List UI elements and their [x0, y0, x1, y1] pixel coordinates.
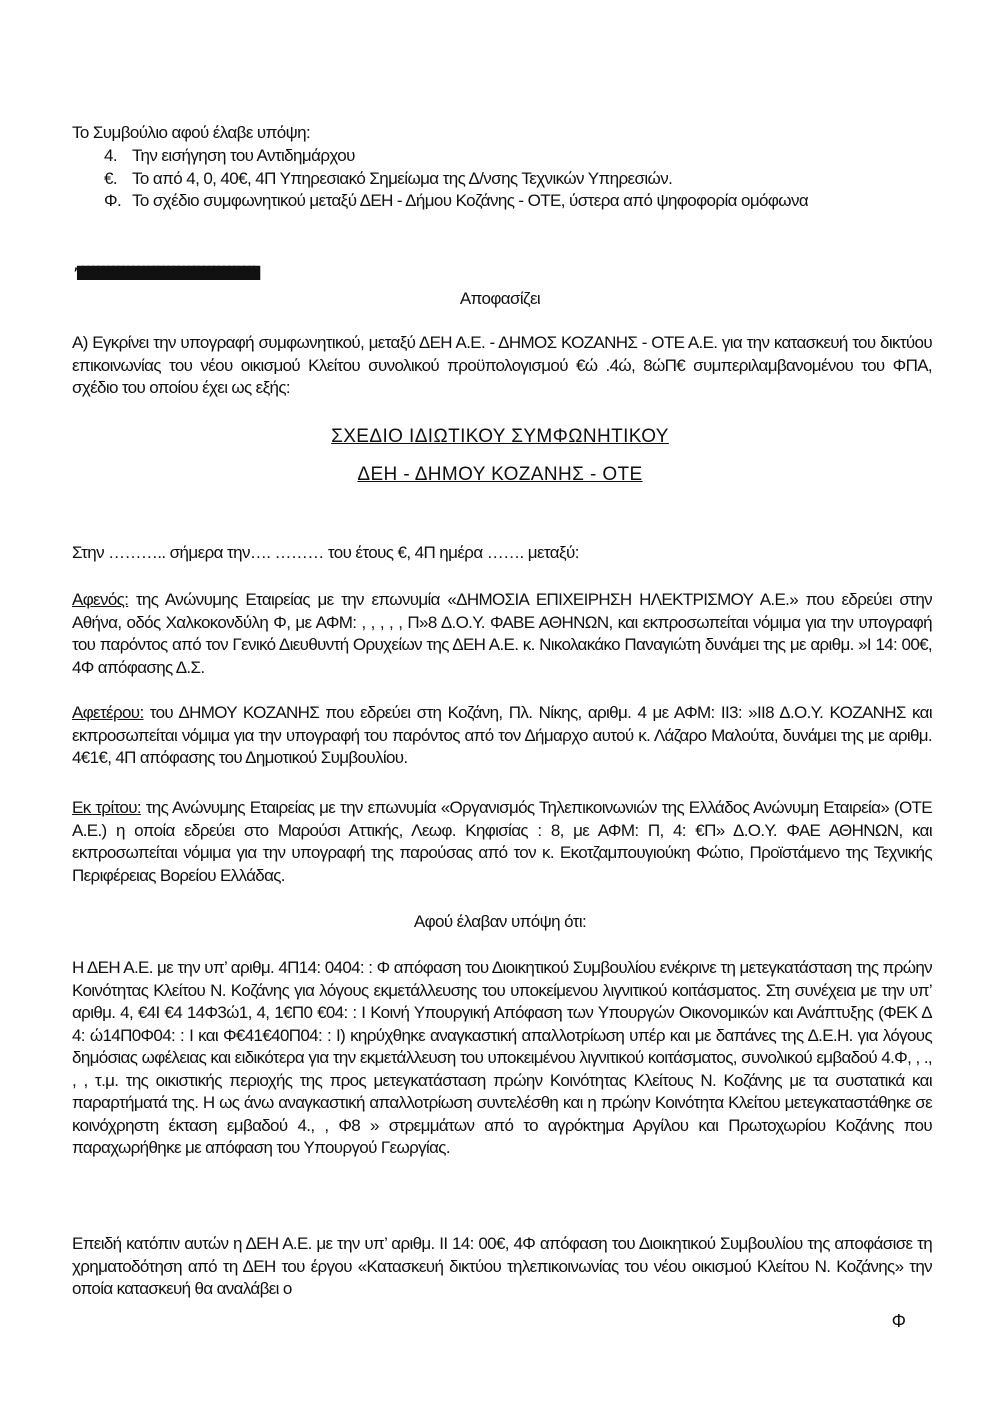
list-number: Φ. [104, 191, 122, 210]
party-a-text: της Ανώνυμης Εταιρείας με την επωνυμία «ΔΗΜΟΣΙΑ ΕΠΙΧΕΙΡΗΣΗ ΗΛΕΚΤΡΙΣΜΟΥ Α.Ε.» που εδρεύει στην Αθήνα, οδός Χαλκοκονδύλη Φ, με ΑΦΜ: , , , , , Π»8 Δ.Ο.Υ. ΦΑΒΕ ΑΘΗΝΩΝ, και εκπροσωπείται νόμιμα για την υπογραφή του παρόντος από τον Γενικό Διευθυντή Ορυχείων της ΔΕΗ Α.Ε. κ. Νικολακάκο Παναγιώτη δυνάμει της με αριθμ. »Ι 14: 00€, 4Φ απόφασης Δ.Σ. [72, 590, 932, 677]
list-item [104, 145, 942, 168]
page-number: Φ [891, 1311, 906, 1331]
considerations-list [104, 145, 942, 213]
party-c-text: της Ανώνυμης Εταιρείας με την επωνυμία «Οργανισμός Τηλεπικοινωνιών της Ελλάδος Ανώνυμη Εταιρεία» (ΟΤΕ Α.Ε.) η οποία εδρεύει στο Μαρούσι Αττικής, Λεωφ. Κηφισίας : 8, με ΑΦΜ: Π, 4: €Π» Δ.Ο.Υ. ΦΑΕ ΑΘΗΝΩΝ, και εκπροσωπείται νόμιμα για την υπογραφή της παρούσας από τον κ. Εκοτζαμπουγιούκη Φώτιο, Προϊστάμενο της Τεχνικής Περιφέρειας Βορείου Ελλάδας. [72, 798, 932, 885]
paragraph-2: Επειδή κατόπιν αυτών η ΔΕΗ Α.Ε. με την υπ’ αριθμ. ΙΙ 14: 00€, 4Φ απόφαση του Διοικητικού Συμβουλίου της αποφάσισε τη χρηματοδότηση από τη ΔΕΗ του έργου «Κατασκευή δικτύου τηλεπικοινωνίας του νέου οικισμού Κλείτου Ν. Κοζάνης» την οποία κατασκευή θα αναλάβει ο [72, 1234, 932, 1298]
paragraph-1: Η ΔΕΗ Α.Ε. με την υπ’ αριθμ. 4Π14: 0404: : Φ απόφαση του Διοικητικού Συμβουλίου ενέκρινε τη μετεγκατάσταση της πρώην Κοινότητας Κλείτου Ν. Κοζάνης για λόγους εκμετάλλευσης του υποκείμενου λιγνιτικού κοιτάσματος. Στη συνέχεια με την υπ’ αριθμ. 4, €4Ι €4 14Φ3ώ1, 4, 1€Π0 €04: : Ι Κοινή Υπουργική Απόφαση των Υπουργών Οικονομικών και Ανάπτυξης (ΦΕΚ Δ 4: ώ14Π0Φ04: : Ι και Φ€41€40Π04: : Ι) κηρύχθηκε αναγκαστική απαλλοτρίωση υπέρ και με δαπάνες της Δ.Ε.Η. για λόγους δημόσιας ωφέλειας και ειδικότερα για την εκμετάλλευση του υποκειμένου λιγνιτικού κοιτάσματος, συνολικού εμβαδού 4.Φ, , ., , , τ.μ. της οικιστικής περιοχής της προς μετεγκατάσταση πρώην Κοινότητας Κλείτους Ν. Κοζάνης με τα συστατικά και παραρτήματά της. Η ως άνω αναγκαστική απαλλοτρίωση συντελέσθη και η πρώην Κοινότητα Κλείτου μετεγκαταστάθηκε σε κοινόχρηστη έκταση εμβαδού 4., , Φ8 » στρεμμάτων από το αγρόκτημα Αργίλου και Πρωτοχωρίου Κοζάνης που παραχωρήθηκε με απόφαση του Υπουργού Γεωργίας. [72, 958, 932, 1157]
party-b-label: Αφετέρου: [72, 703, 144, 722]
party-b-text: του ΔΗΜΟΥ ΚΟΖΑΝΗΣ που εδρεύει στη Κοζάνη, Πλ. Νίκης, αριθμ. 4 με ΑΦΜ: ΙΙ3: »ΙΙ8 Δ.Ο.Υ. ΚΟΖΑΝΗΣ και εκπροσωπείται νόμιμα για την υπογραφή του παρόντος από τον Δήμαρχο αυτού κ. Λάζαρο Μαλούτα, δυνάμει της με αριθμ. 4€1€, 4Π απόφασης του Δημοτικού Συμβουλίου. [72, 703, 932, 767]
list-item [104, 190, 942, 213]
decision-heading: Αποφασίζει [459, 289, 541, 308]
separator-line: ’████████████████████████████████████ [72, 266, 258, 280]
list-item [104, 168, 942, 191]
list-item-text: Την εισήγηση του Αντιδημάρχου [132, 146, 355, 165]
party-c-label: Εκ τρίτου: [72, 798, 141, 817]
list-number: 4. [104, 146, 117, 165]
party-c [72, 797, 932, 887]
party-a-label: Αφενός: [72, 590, 129, 609]
list-item-text: Το σχέδιο συμφωνητικού μεταξύ ΔΕΗ - Δήμου Κοζάνης - ΟΤΕ, ύστερα από ψηφοφορία ομόφωνα [132, 191, 809, 210]
party-a [72, 589, 932, 679]
agreement-title: ΣΧΕΔΙΟ ΙΔΙΩΤΙΚΟΥ ΣΥΜΦΩΝΗΤΙΚΟΥ [331, 426, 669, 447]
intro-text: Το Συμβούλιο αφού έλαβε υπόψη: [72, 123, 311, 142]
party-b [72, 702, 932, 770]
agreement-parties: ΔΕΗ - ΔΗΜΟΥ ΚΟΖΑΝΗΣ - ΟΤΕ [357, 464, 643, 485]
list-item-text: Το από 4, 0, 40€, 4Π Υπηρεσιακό Σημείωμα της Δ/νσης Τεχνικών Υπηρεσιών. [132, 168, 673, 188]
considering-heading: Αφού έλαβαν υπόψη ότι: [413, 912, 587, 931]
decision-text: Α) Εγκρίνει την υπογραφή συμφωνητικού, μεταξύ ΔΕΗ Α.Ε. - ΔΗΜΟΣ ΚΟΖΑΝΗΣ - ΟΤΕ Α.Ε. για την κατασκευή του δικτύου επικοινωνίας του νέου οικισμού Κλείτου συνολικού προϋπολογισμού €ώ .4ώ, 8ώΠ€ συμπεριλαμβανομένου του ΦΠΑ, σχέδιο του οποίου έχει ως εξής: [72, 333, 932, 397]
list-number: €. [104, 168, 117, 188]
date-line: Στην ……….. σήμερα την…. ……… του έτους €, 4Π ημέρα ……. μεταξύ: [72, 543, 579, 562]
